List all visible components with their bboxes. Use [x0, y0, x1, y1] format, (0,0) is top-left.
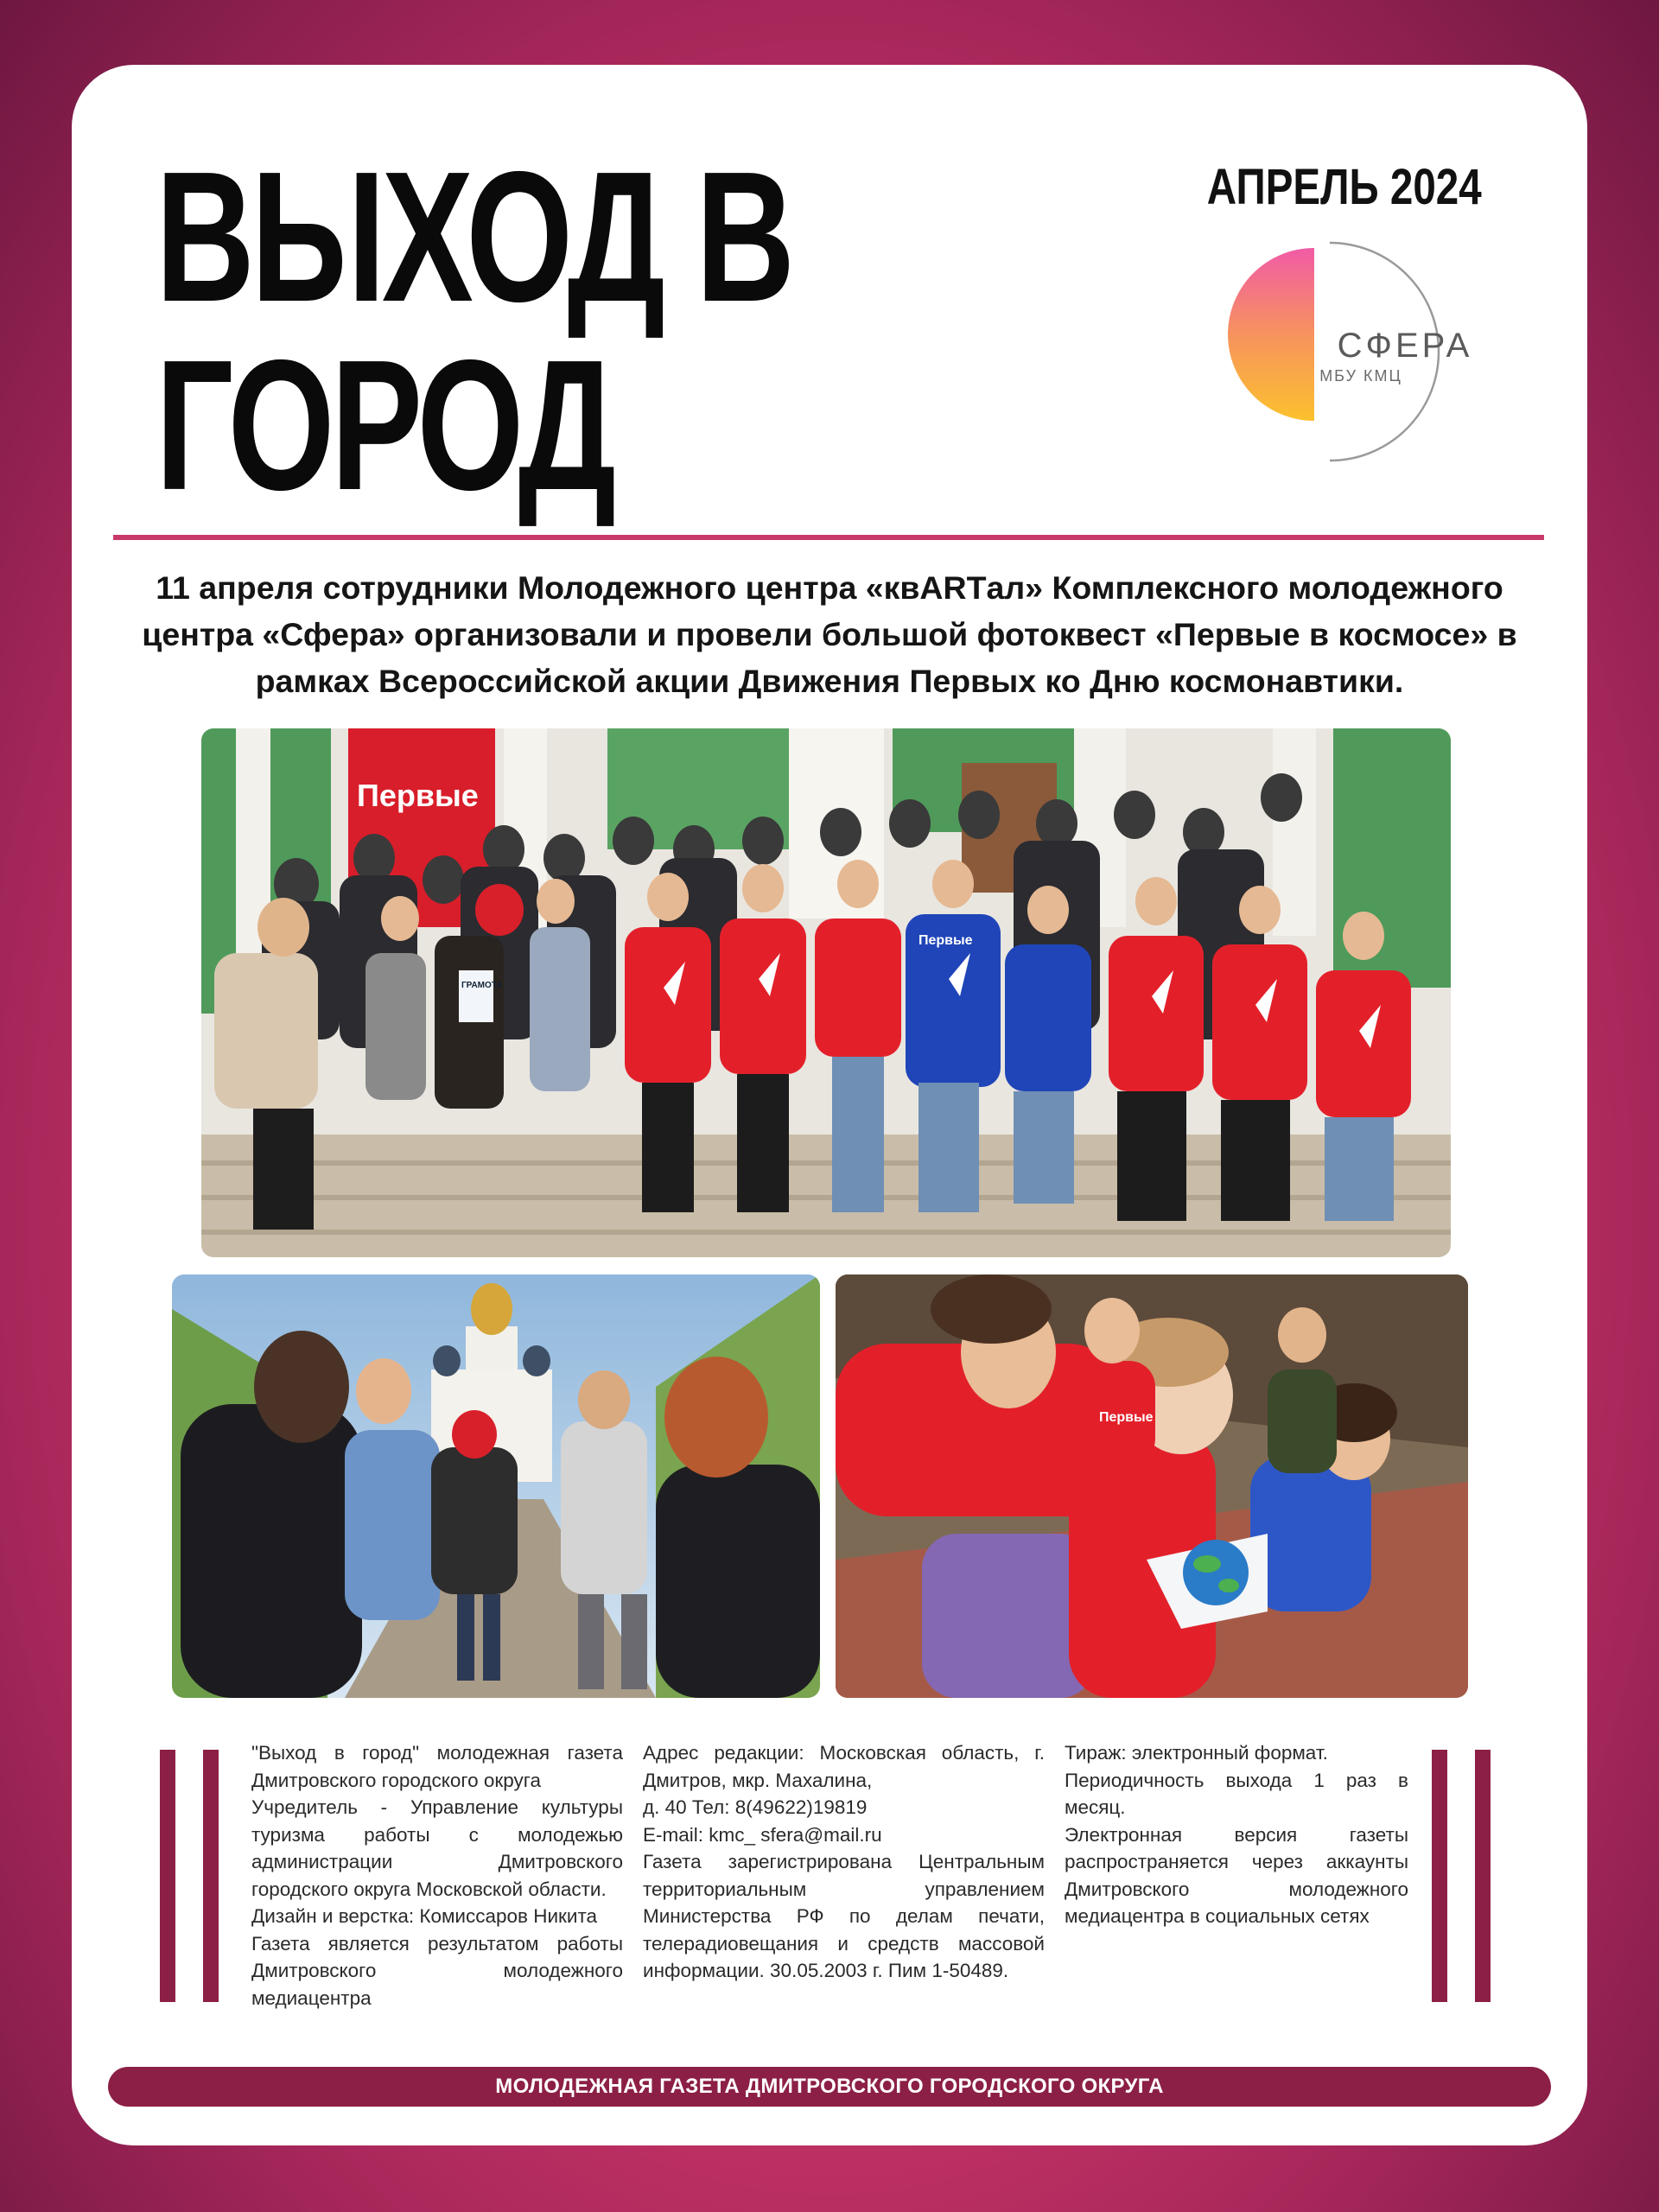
info-decor-left [160, 1750, 220, 2002]
banner-label: Первые [357, 778, 479, 813]
logo-half-circle-shape [1228, 248, 1314, 421]
cathedral-photo [172, 1274, 820, 1698]
shirt-label-main: Первые [918, 933, 973, 948]
imprint-address: Адрес редакции: Московская область, г. Дмитров, мкр. Махалина, д. 40 Тел: 8(49622)19819 E-mail: kmc_ sfera@mail.ru Газета зарегистрирована Центральным территориальным управлением Министерства РФ по делам печати, телерадиовещания и средств массовой информации. 30.05.2003 г. Пим 1-50489. [643, 1742, 1045, 1981]
newspaper-title [156, 132, 791, 529]
selfie-photo [836, 1274, 1468, 1698]
certificate-label: ГРАМОТА [461, 981, 503, 990]
newspaper-page [72, 65, 1587, 2145]
header-divider [113, 535, 1544, 540]
footer-banner: МОЛОДЕЖНАЯ ГАЗЕТА ДМИТРОВСКОГО ГОРОДСКОГО ОКРУГА [108, 2067, 1551, 2107]
shirt-label-selfie: Первые [1099, 1410, 1154, 1425]
logo-name: СФЕРА [1337, 327, 1473, 365]
title-line-2: ГОРОД [156, 321, 613, 529]
title-line-1: ВЫХОД В [156, 132, 791, 340]
imprint-publisher: "Выход в город" молодежная газета Дмитровского городского округа Учредитель - Управление культуры туризма работы с молодежью администрации Дмитровского городского округа Московской области. Дизайн и верстка: Комиссаров Никита Газета является результатом работы Дмитровского молодежного медиацентра [251, 1742, 623, 2009]
imprint-circulation: Тираж: электронный формат. Периодичность выхода 1 раз в месяц. Электронная версия газеты распространяется через аккаунты Дмитровского молодежного медиацентра в социальных сетях [1065, 1742, 1408, 1927]
info-decor-right [1432, 1750, 1492, 2002]
logo-subtitle: МБУ КМЦ [1319, 367, 1402, 385]
sfera-logo [1228, 238, 1556, 480]
lead-paragraph: 11 апреля сотрудники Молодежного центра «квARTал» Комплексного молодежного центра «Сфера» организовали и провели большой фотоквест «Первые в космосе» в рамках Всероссийской акции Движения Первых ко Дню космонавтики. [142, 569, 1517, 699]
issue-date: АПРЕЛЬ 2024 [1207, 159, 1482, 215]
group-photo [201, 728, 1451, 1257]
